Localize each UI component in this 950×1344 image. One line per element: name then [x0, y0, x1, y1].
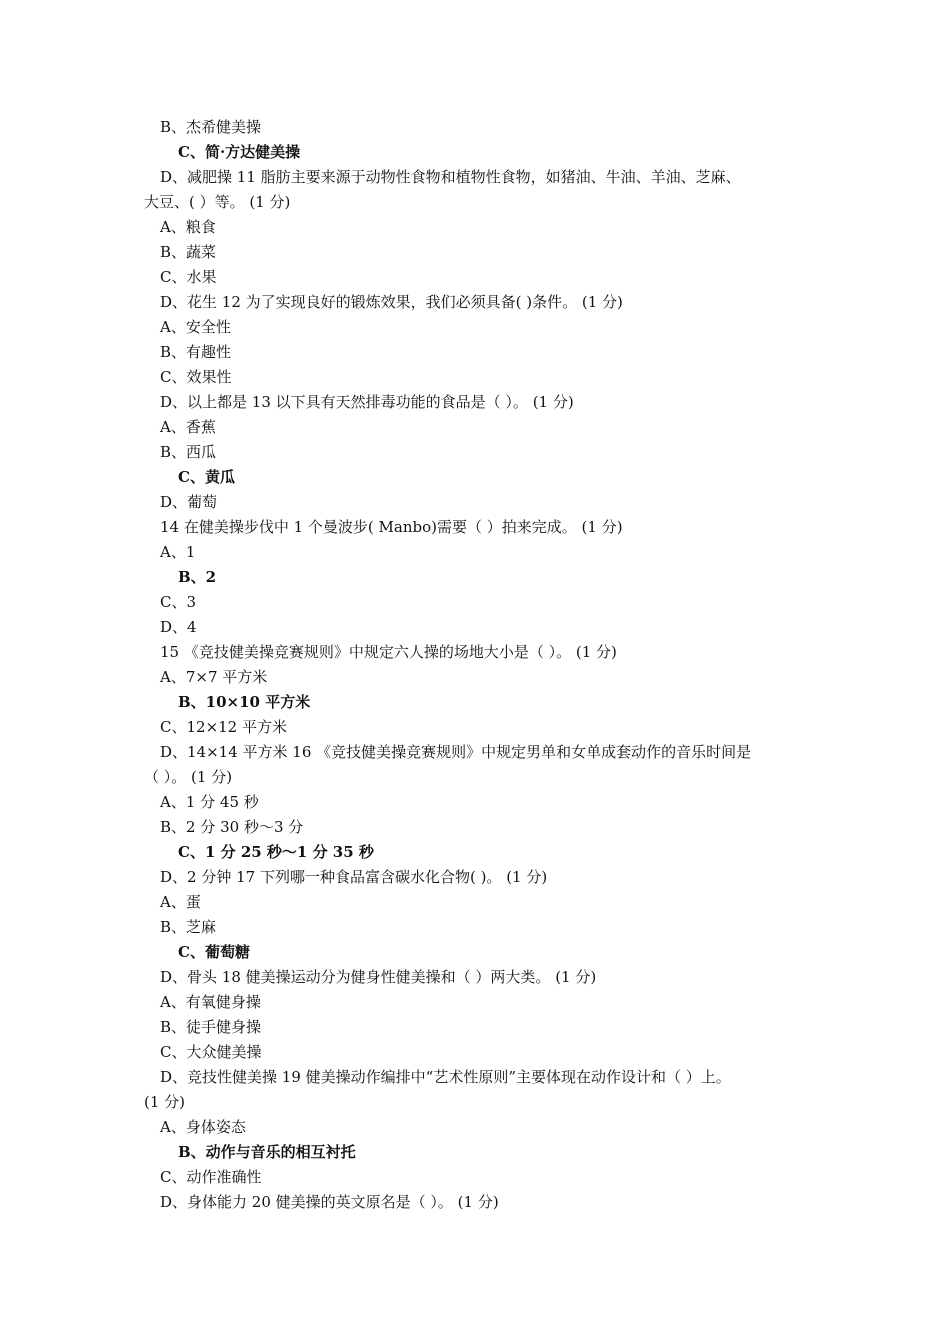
option-a-aerobic: A、有氧健身操	[160, 993, 261, 1011]
option-b-watermelon: B、西瓜	[160, 443, 217, 461]
option-c-jane-fonda: C、简·方达健美操	[178, 143, 301, 161]
q11-stem-cont: 大豆、( ）等。 (1 分)	[144, 193, 291, 211]
option-c-accuracy: C、动作准确性	[160, 1168, 262, 1186]
option-a-egg: A、蛋	[160, 893, 201, 911]
option-d-q16-stem: D、14×14 平方米 16 《竞技健美操竞赛规则》中规定男单和女单成套动作的音乐时间是	[160, 743, 752, 761]
option-d-q17-stem: D、2 分钟 17 下列哪一种食品富含碳水化合物( )。 (1 分)	[160, 868, 548, 886]
option-c-cucumber: C、黄瓜	[178, 468, 235, 486]
option-d-4: D、4	[160, 618, 197, 636]
option-a-7x7: A、7×7 平方米	[160, 668, 268, 686]
option-d-q20-stem: D、身体能力 20 健美操的英文原名是（ ）。 (1 分)	[160, 1193, 499, 1211]
option-b-vegetable: B、蔬菜	[160, 243, 217, 261]
option-c-3: C、3	[160, 593, 197, 611]
option-d-q12-stem: D、花生 12 为了实现良好的锻炼效果，我们必须具备( )条件。 (1 分)	[160, 293, 623, 311]
option-a-safety: A、安全性	[160, 318, 231, 336]
option-b-freehand: B、徒手健身操	[160, 1018, 262, 1036]
option-c-mass: C、大众健美操	[160, 1043, 262, 1061]
q16-stem-cont: （ ）。 (1 分)	[144, 768, 233, 786]
option-a-1: A、1	[160, 543, 196, 561]
option-c-12x12: C、12×12 平方米	[160, 718, 287, 736]
option-c-effect: C、效果性	[160, 368, 232, 386]
option-b-music: B、动作与音乐的相互衬托	[178, 1143, 356, 1161]
option-a-1m45s: A、1 分 45 秒	[160, 793, 259, 811]
option-b-interest: B、有趣性	[160, 343, 232, 361]
q14-stem: 14 在健美操步伐中 1 个曼波步( Manbo)需要（ ）拍来完成。 (1 分)	[160, 518, 623, 536]
q15-stem: 15 《竞技健美操竞赛规则》中规定六人操的场地大小是（ ）。 (1 分)	[160, 643, 617, 661]
option-d-q19-stem: D、竞技性健美操 19 健美操动作编排中“艺术性原则”主要体现在动作设计和（ ）上。	[160, 1068, 731, 1086]
option-a-posture: A、身体姿态	[160, 1118, 246, 1136]
option-d-q13-stem: D、以上都是 13 以下具有天然排毒功能的食品是（ ）。 (1 分)	[160, 393, 574, 411]
option-d-grape: D、葡萄	[160, 493, 218, 511]
option-b-10x10: B、10×10 平方米	[178, 693, 311, 711]
option-b-sesame: B、芝麻	[160, 918, 217, 936]
option-a-banana: A、香蕉	[160, 418, 216, 436]
option-b-2: B、2	[178, 568, 217, 586]
option-c-glucose: C、葡萄糖	[178, 943, 250, 961]
option-c-fruit: C、水果	[160, 268, 217, 286]
option-b-jiexi: B、杰希健美操	[160, 118, 262, 136]
option-a-grain: A、粮食	[160, 218, 216, 236]
option-b-2m30s-3m: B、2 分 30 秒～3 分	[160, 818, 304, 836]
q19-stem-cont: (1 分)	[144, 1093, 186, 1111]
option-d-q11-stem: D、减肥操 11 脂肪主要来源于动物性食物和植物性食物，如猪油、牛油、羊油、芝麻、	[160, 168, 741, 186]
option-c-1m25s-1m35s: C、1 分 25 秒～1 分 35 秒	[178, 843, 374, 861]
option-d-q18-stem: D、骨头 18 健美操运动分为健身性健美操和（ ）两大类。 (1 分)	[160, 968, 597, 986]
